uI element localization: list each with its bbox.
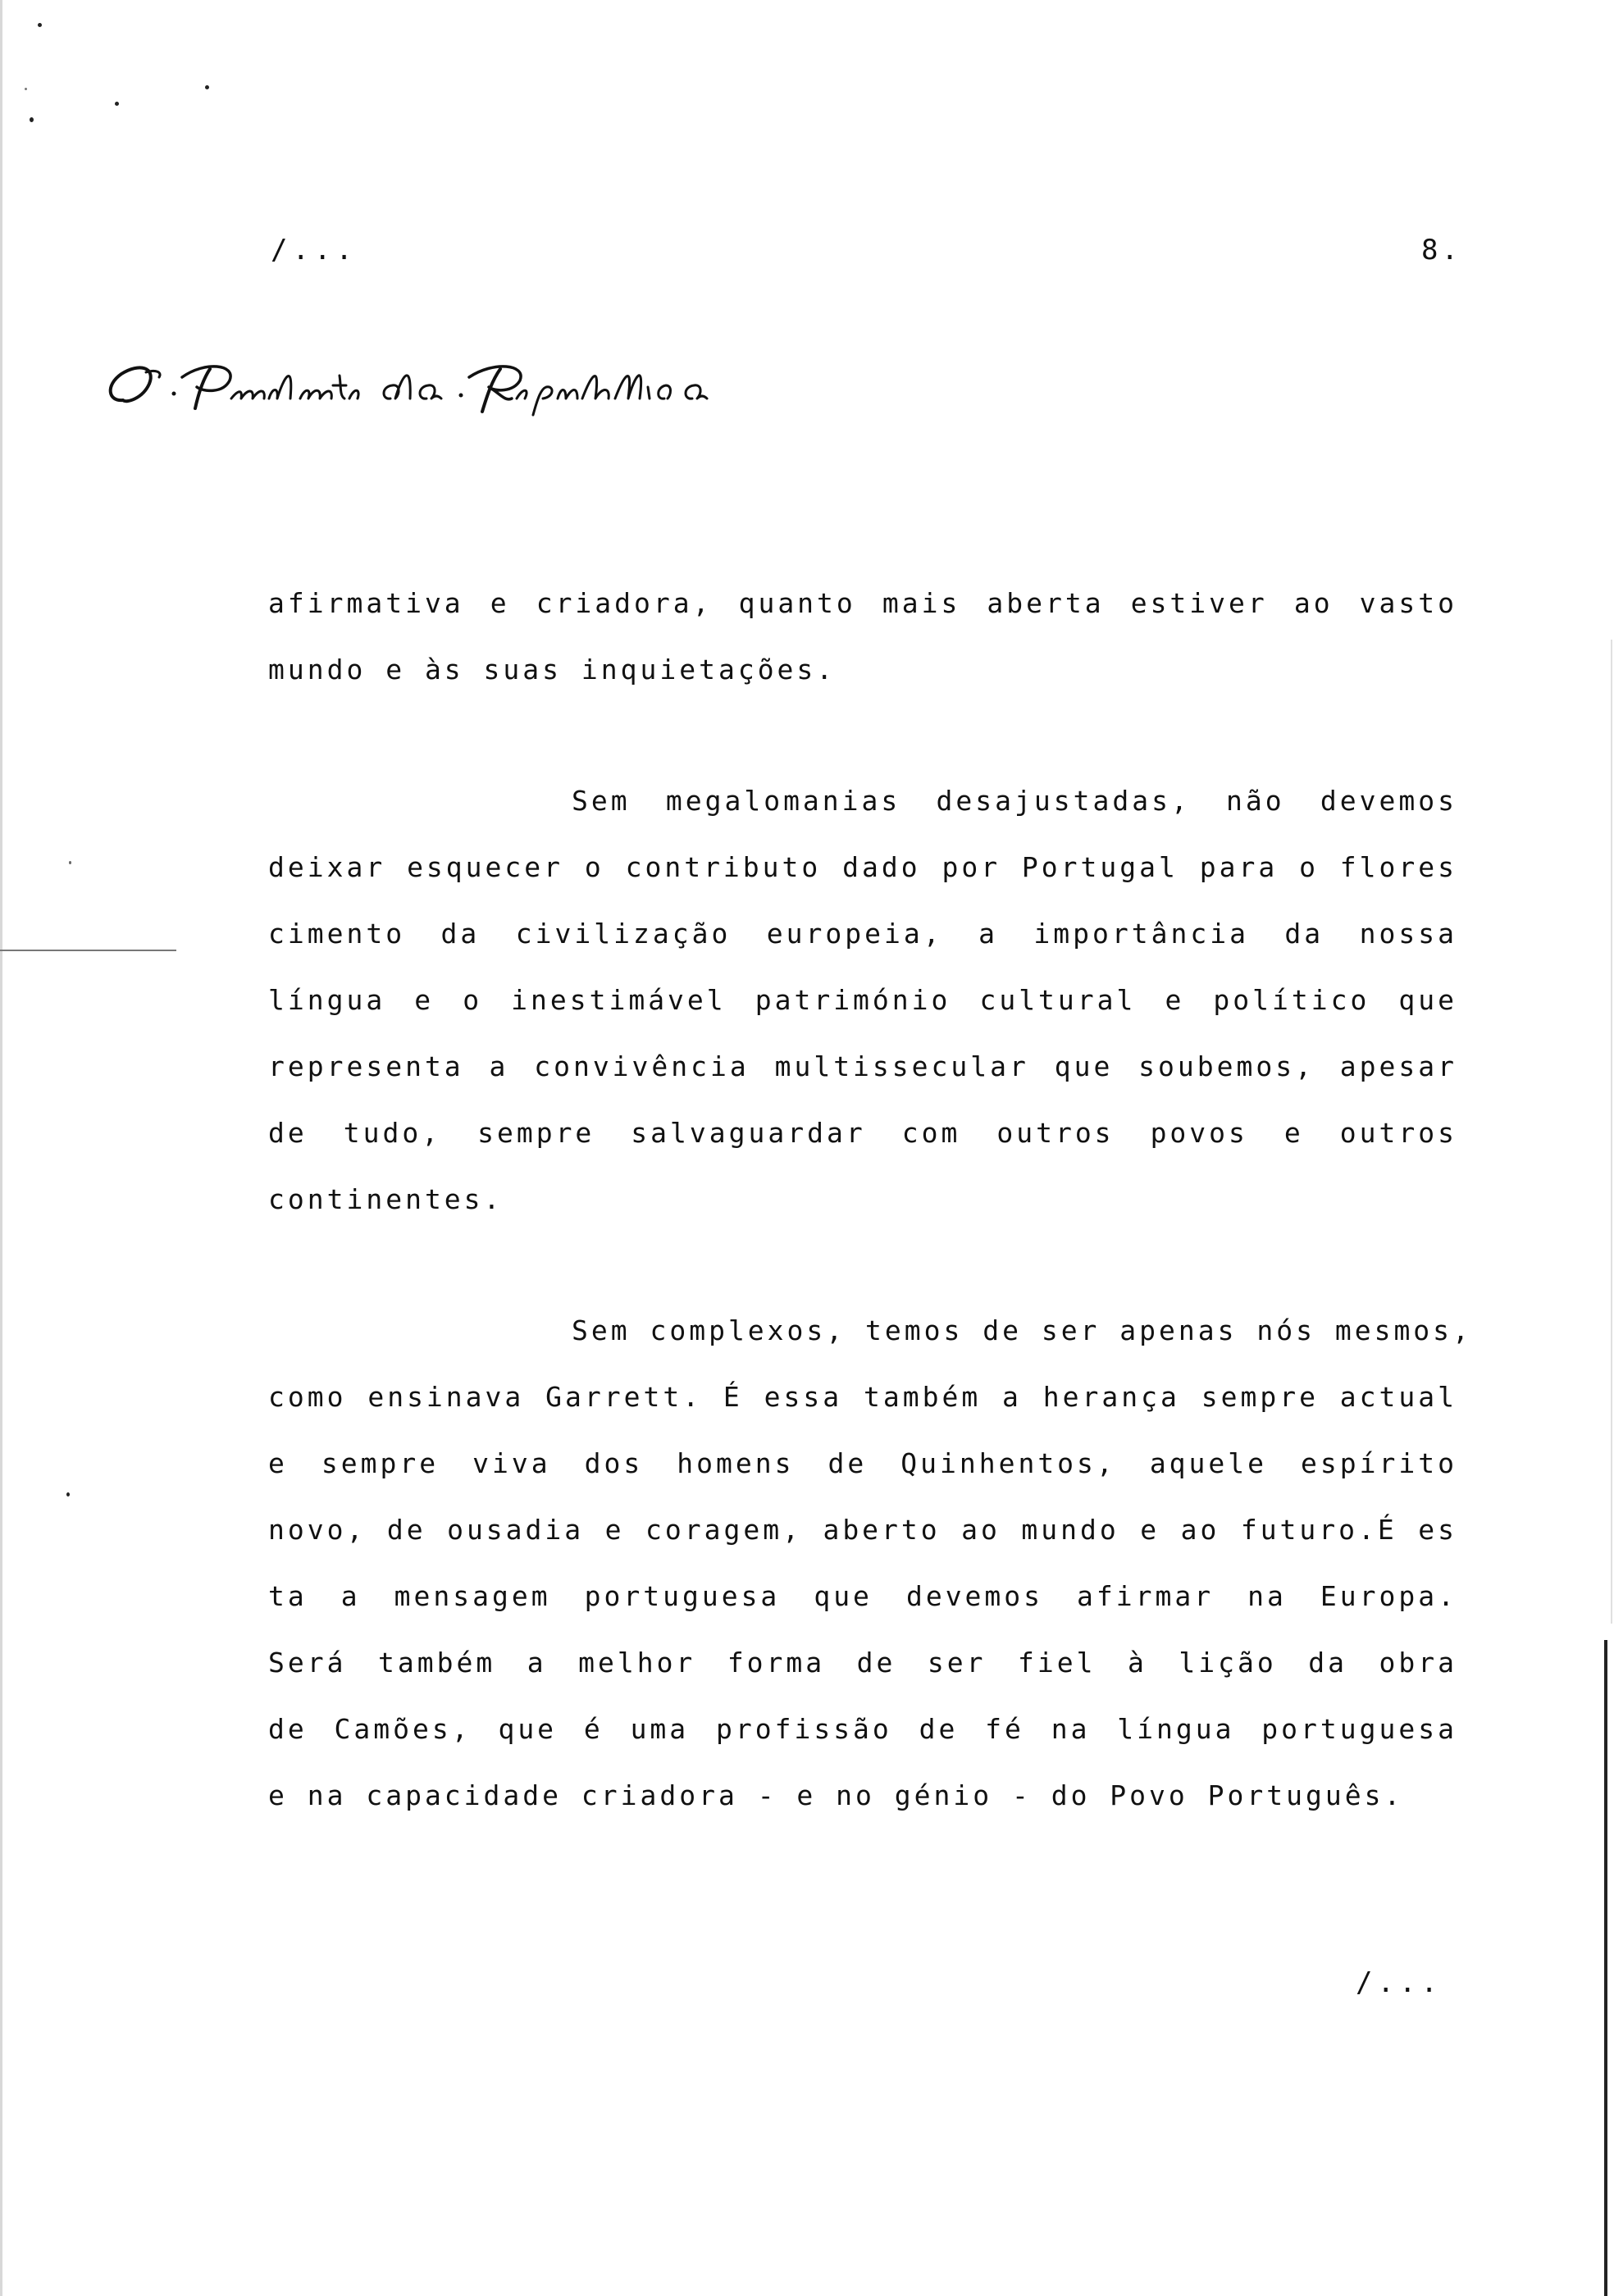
text-line: e na capacidade criadora - e no génio - do Povo Português.	[268, 1779, 1404, 1811]
paragraph	[268, 570, 1457, 703]
text-line: Será também a melhor forma de ser fiel à lição da obra	[268, 1647, 1457, 1679]
scan-edge-right-thin	[1611, 640, 1612, 1624]
text-line: Sem complexos, temos de ser apenas nós mesmos,	[572, 1314, 1472, 1346]
scan-speck	[38, 23, 42, 27]
scan-speck	[25, 88, 27, 90]
scan-speck	[66, 1492, 70, 1496]
paragraph	[268, 1297, 1472, 1829]
continuation-mark-top: /...	[271, 234, 358, 266]
text-line: ta a mensagem portuguesa que devemos afirmar na Europa.	[268, 1580, 1457, 1612]
scan-speck	[205, 85, 209, 89]
page-number: 8.	[1421, 234, 1461, 266]
paragraph	[268, 768, 1457, 1232]
text-line: novo, de ousadia e coragem, aberto ao mundo e ao futuro.É es	[268, 1514, 1457, 1546]
scan-rule-mark	[0, 950, 176, 951]
scan-speck	[30, 117, 34, 122]
text-line: representa a convivência multissecular que soubemos, apesar	[268, 1050, 1457, 1082]
text-line: mundo e às suas inquietações.	[268, 654, 837, 686]
text-line: como ensinava Garrett. É essa também a herança sempre actual	[268, 1381, 1457, 1413]
letterhead	[90, 336, 714, 443]
text-line: afirmativa e criadora, quanto mais aberta estiver ao vasto	[268, 587, 1457, 619]
scan-edge-right	[1604, 1640, 1607, 2296]
text-line: língua e o inestimável património cultural e político que	[268, 984, 1457, 1016]
text-line: de tudo, sempre salvaguardar com outros povos e outros	[268, 1117, 1457, 1149]
text-line: continentes.	[268, 1183, 504, 1215]
text-line: de Camões, que é uma profissão de fé na língua portuguesa	[268, 1713, 1457, 1745]
scan-speck	[115, 102, 119, 106]
scan-edge-left	[0, 0, 2, 2296]
body-text	[268, 570, 1472, 1829]
continuation-mark-bottom: /...	[1356, 1966, 1443, 1999]
text-line: cimento da civilização europeia, a importância da nossa	[268, 918, 1457, 950]
text-line: deixar esquecer o contributo dado por Portugal para o flores	[268, 851, 1457, 883]
scan-speck	[69, 861, 71, 864]
text-line: e sempre viva dos homens de Quinhentos, aquele espírito	[268, 1447, 1457, 1479]
text-line: Sem megalomanias desajustadas, não devemos	[572, 785, 1457, 817]
